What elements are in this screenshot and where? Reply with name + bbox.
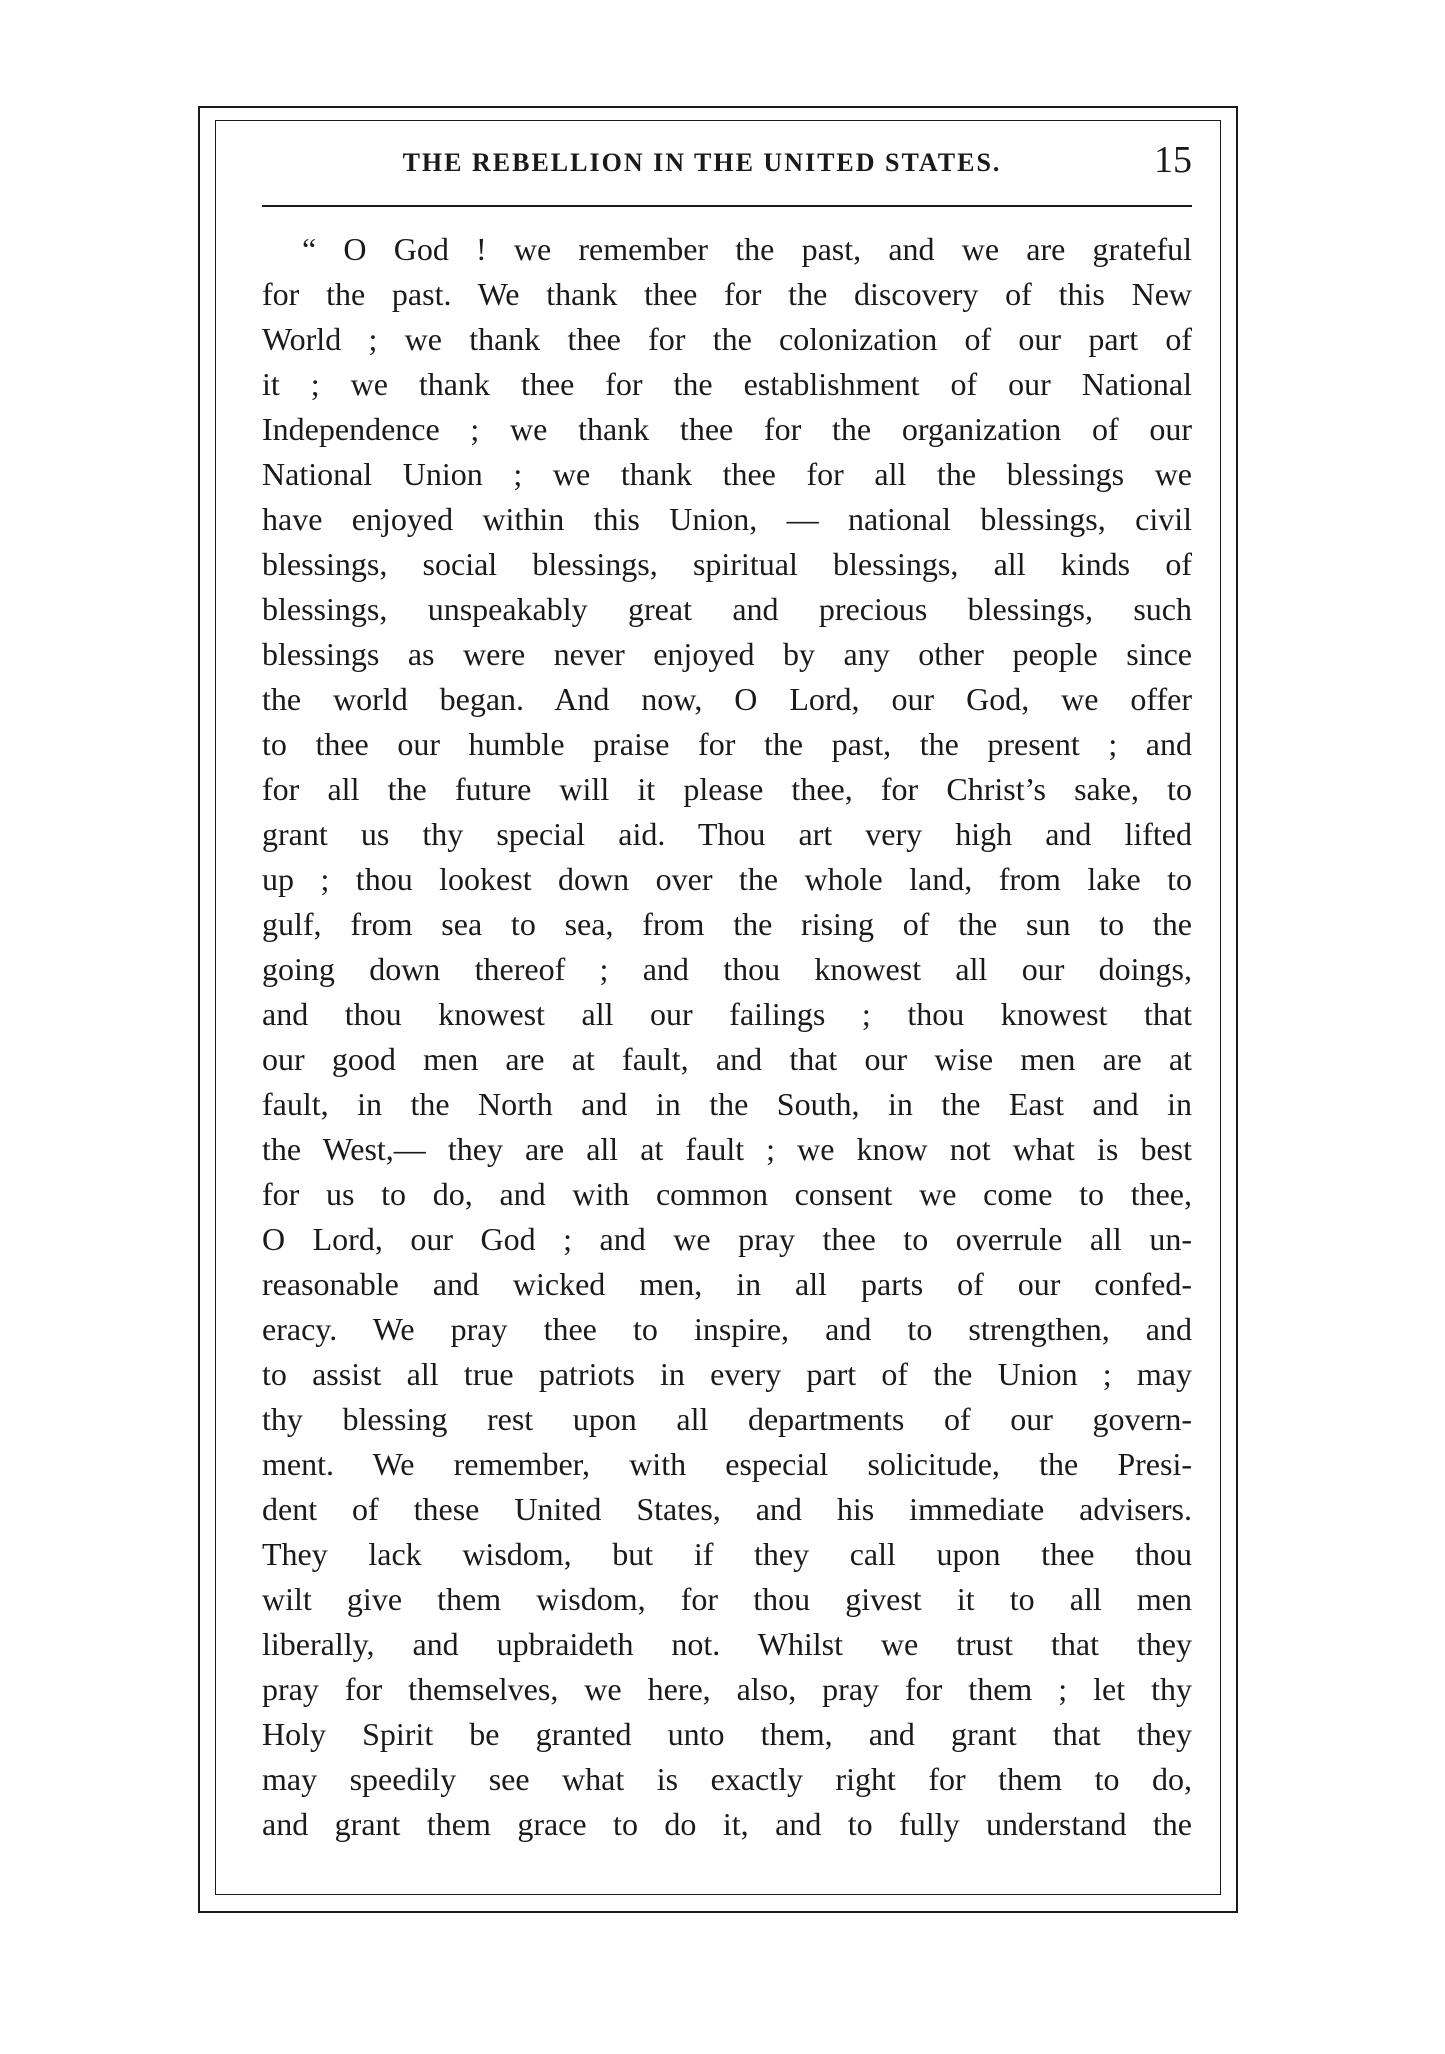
text-line: They lack wisdom, but if they call upon thee thou <box>262 1536 1192 1572</box>
text-line: Independence ; we thank thee for the organization of our <box>262 411 1192 447</box>
body-text <box>262 227 1192 1847</box>
text-line: to assist all true patriots in every part of the Union ; may <box>262 1356 1192 1392</box>
text-line: the West,— they are all at fault ; we know not what is best <box>262 1131 1192 1167</box>
text-line: may speedily see what is exactly right for them to do, <box>262 1761 1192 1797</box>
text-line: to thee our humble praise for the past, the present ; and <box>262 726 1192 762</box>
text-line: up ; thou lookest down over the whole land, from lake to <box>262 861 1192 897</box>
text-line: and grant them grace to do it, and to fully understand the <box>262 1806 1192 1842</box>
text-line: grant us thy special aid. Thou art very high and lifted <box>262 816 1192 852</box>
text-line: O Lord, our God ; and we pray thee to overrule all un- <box>262 1221 1192 1257</box>
text-line: it ; we thank thee for the establishment of our National <box>262 366 1192 402</box>
text-line: wilt give them wisdom, for thou givest it to all men <box>262 1581 1192 1617</box>
text-line: the world began. And now, O Lord, our God, we offer <box>262 681 1192 717</box>
text-line: ment. We remember, with especial solicitude, the Presi- <box>262 1446 1192 1482</box>
text-line: eracy. We pray thee to inspire, and to strengthen, and <box>262 1311 1192 1347</box>
text-line: for the past. We thank thee for the discovery of this New <box>262 276 1192 312</box>
page-number: 15 <box>1154 139 1192 181</box>
text-line: fault, in the North and in the South, in the East and in <box>262 1086 1192 1122</box>
text-line: for all the future will it please thee, for Christ’s sake, to <box>262 771 1192 807</box>
text-line: World ; we thank thee for the colonization of our part of <box>262 321 1192 357</box>
text-line: and thou knowest all our failings ; thou knowest that <box>262 996 1192 1032</box>
text-line: blessings, social blessings, spiritual blessings, all kinds of <box>262 546 1192 582</box>
text-line: blessings, unspeakably great and precious blessings, such <box>262 591 1192 627</box>
text-line: gulf, from sea to sea, from the rising of the sun to the <box>262 906 1192 942</box>
text-line: liberally, and upbraideth not. Whilst we trust that they <box>262 1626 1192 1662</box>
running-head <box>262 136 1192 196</box>
text-line: thy blessing rest upon all departments of our govern- <box>262 1401 1192 1437</box>
running-title: THE REBELLION IN THE UNITED STATES. <box>402 148 1002 177</box>
text-line: pray for themselves, we here, also, pray for them ; let thy <box>262 1671 1192 1707</box>
text-line: going down thereof ; and thou knowest all our doings, <box>262 951 1192 987</box>
text-line: dent of these United States, and his immediate advisers. <box>262 1491 1192 1527</box>
text-line: our good men are at fault, and that our wise men are at <box>262 1041 1192 1077</box>
text-line: have enjoyed within this Union, — national blessings, civil <box>262 501 1192 537</box>
text-line: reasonable and wicked men, in all parts of our confed- <box>262 1266 1192 1302</box>
text-line: for us to do, and with common consent we come to thee, <box>262 1176 1192 1212</box>
text-line: blessings as were never enjoyed by any other people since <box>262 636 1192 672</box>
text-line: Holy Spirit be granted unto them, and grant that they <box>262 1716 1192 1752</box>
text-line: “ O God ! we remember the past, and we are grateful <box>302 231 1192 267</box>
header-rule <box>262 205 1192 207</box>
text-line: National Union ; we thank thee for all the blessings we <box>262 456 1192 492</box>
